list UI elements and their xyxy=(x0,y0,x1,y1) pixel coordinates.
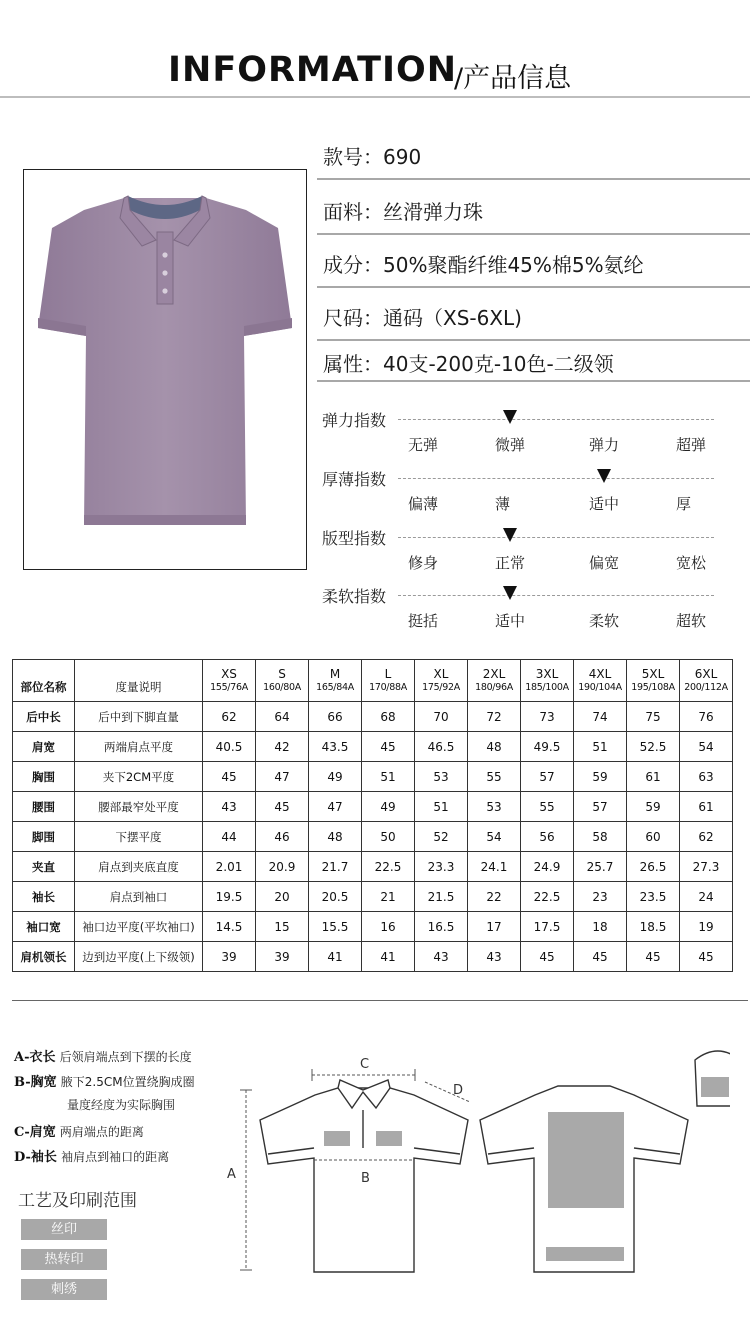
cell-value: 14.5 xyxy=(203,912,256,942)
cell-value: 57 xyxy=(521,762,574,792)
header-size xyxy=(415,660,468,702)
index-label: 厚薄指数 xyxy=(322,470,387,489)
index-marker-icon xyxy=(503,586,517,600)
table-row xyxy=(13,942,733,972)
craft-embroidery: 刺绣 xyxy=(21,1279,107,1300)
label-d: D xyxy=(453,1083,464,1098)
index-label: 柔软指数 xyxy=(322,587,387,606)
cell-value: 15.5 xyxy=(309,912,362,942)
cell-value: 52.5 xyxy=(627,732,680,762)
cell-value: 49 xyxy=(309,762,362,792)
cell-value: 70 xyxy=(415,702,468,732)
cell-part: 袖长 xyxy=(13,882,75,912)
cell-value: 49.5 xyxy=(521,732,574,762)
size-code: 170/88A xyxy=(369,682,407,693)
page-title: INFORMATION xyxy=(168,50,458,90)
header-part: 部位名称 xyxy=(13,660,75,702)
cell-value: 43.5 xyxy=(309,732,362,762)
index-marker-icon xyxy=(597,469,611,483)
cell-value: 68 xyxy=(362,702,415,732)
header-size xyxy=(468,660,521,702)
index-option: 柔软 xyxy=(589,612,620,630)
index-option: 弹力 xyxy=(589,436,620,454)
cell-value: 46 xyxy=(256,822,309,852)
header-size xyxy=(309,660,362,702)
index-option: 无弹 xyxy=(408,436,439,454)
header-size xyxy=(574,660,627,702)
cell-value: 19.5 xyxy=(203,882,256,912)
cell-value: 26.5 xyxy=(627,852,680,882)
polo-shirt-image xyxy=(24,170,308,571)
table-row xyxy=(13,732,733,762)
table-row xyxy=(13,792,733,822)
info-divider xyxy=(317,178,750,180)
size-code: 195/108A xyxy=(631,682,675,693)
cell-value: 62 xyxy=(203,702,256,732)
info-text: 款号：690 xyxy=(323,145,422,169)
section-divider xyxy=(12,1000,748,1001)
cell-value: 41 xyxy=(362,942,415,972)
cell-value: 23 xyxy=(574,882,627,912)
print-area-back-hem xyxy=(546,1247,624,1261)
cell-value: 45 xyxy=(680,942,733,972)
info-style-number xyxy=(317,126,750,180)
cell-value: 20 xyxy=(256,882,309,912)
cell-value: 47 xyxy=(256,762,309,792)
cell-value: 76 xyxy=(680,702,733,732)
header-size xyxy=(680,660,733,702)
cell-value: 20.5 xyxy=(309,882,362,912)
cell-value: 58 xyxy=(574,822,627,852)
cell-value: 24.1 xyxy=(468,852,521,882)
label-b: B xyxy=(361,1171,370,1186)
cell-value: 24.9 xyxy=(521,852,574,882)
index-scale-line xyxy=(398,478,714,479)
cell-desc: 后中到下脚直量 xyxy=(75,702,203,732)
header-size xyxy=(203,660,256,702)
cell-value: 21.5 xyxy=(415,882,468,912)
cell-desc: 边到边平度(上下级领) xyxy=(75,942,203,972)
header-size xyxy=(362,660,415,702)
cell-value: 72 xyxy=(468,702,521,732)
cell-value: 41 xyxy=(309,942,362,972)
cell-value: 61 xyxy=(627,762,680,792)
cell-part: 脚围 xyxy=(13,822,75,852)
header-size xyxy=(627,660,680,702)
legend-key: B-胸宽 xyxy=(14,1075,57,1090)
cell-value: 21 xyxy=(362,882,415,912)
index-option: 薄 xyxy=(495,495,511,513)
index-scale-line xyxy=(398,419,714,420)
index-label: 版型指数 xyxy=(322,529,387,548)
cell-value: 42 xyxy=(256,732,309,762)
cell-value: 22.5 xyxy=(362,852,415,882)
cell-value: 55 xyxy=(521,792,574,822)
page-header xyxy=(0,0,750,100)
cell-value: 21.7 xyxy=(309,852,362,882)
cell-value: 60 xyxy=(627,822,680,852)
header-desc: 度量说明 xyxy=(75,660,203,702)
cell-value: 51 xyxy=(362,762,415,792)
cell-value: 43 xyxy=(415,942,468,972)
cell-value: 61 xyxy=(680,792,733,822)
size-code: 200/112A xyxy=(684,682,728,693)
product-photo xyxy=(23,169,307,570)
legend-desc: 袖肩点到袖口的距离 xyxy=(61,1150,170,1164)
index-option: 厚 xyxy=(676,495,692,513)
cell-desc: 腰部最窄处平度 xyxy=(75,792,203,822)
cell-value: 17 xyxy=(468,912,521,942)
cell-value: 45 xyxy=(574,942,627,972)
cell-value: 53 xyxy=(468,792,521,822)
cell-desc: 袖口边平度(平坎袖口) xyxy=(75,912,203,942)
info-text: 面料：丝滑弹力珠 xyxy=(323,200,483,224)
label-c: C xyxy=(360,1057,370,1072)
cell-value: 66 xyxy=(309,702,362,732)
cell-value: 59 xyxy=(627,792,680,822)
cell-desc: 肩点到夹底直度 xyxy=(75,852,203,882)
cell-value: 18.5 xyxy=(627,912,680,942)
cell-desc: 肩点到袖口 xyxy=(75,882,203,912)
cell-value: 27.3 xyxy=(680,852,733,882)
cell-desc: 夹下2CM平度 xyxy=(75,762,203,792)
cell-value: 16.5 xyxy=(415,912,468,942)
cell-part: 夹直 xyxy=(13,852,75,882)
size-code: 155/76A xyxy=(210,682,248,693)
cell-part: 腰围 xyxy=(13,792,75,822)
cell-value: 45 xyxy=(256,792,309,822)
index-option: 适中 xyxy=(589,495,620,513)
cell-value: 43 xyxy=(203,792,256,822)
info-text: 成分：50%聚酯纤维45%棉5%氨纶 xyxy=(323,253,644,277)
info-fabric xyxy=(317,181,750,235)
table-header-row xyxy=(13,660,733,702)
table-row xyxy=(13,822,733,852)
cell-value: 20.9 xyxy=(256,852,309,882)
cell-value: 62 xyxy=(680,822,733,852)
index-option: 正常 xyxy=(495,554,526,572)
info-text: 属性：40支-200克-10色-二级领 xyxy=(323,352,614,376)
cell-value: 51 xyxy=(574,732,627,762)
header-size xyxy=(521,660,574,702)
cell-value: 50 xyxy=(362,822,415,852)
table-row xyxy=(13,882,733,912)
cell-value: 2.01 xyxy=(203,852,256,882)
legend-item xyxy=(14,1146,169,1165)
size-name: 3XL xyxy=(535,667,559,681)
legend-item xyxy=(14,1121,144,1140)
cell-value: 39 xyxy=(256,942,309,972)
cell-desc: 下摆平度 xyxy=(75,822,203,852)
size-code: 175/92A xyxy=(422,682,460,693)
table-row xyxy=(13,702,733,732)
craft-heat-transfer: 热转印 xyxy=(21,1249,107,1270)
size-code: 160/80A xyxy=(263,682,301,693)
cell-value: 40.5 xyxy=(203,732,256,762)
cell-value: 43 xyxy=(468,942,521,972)
cell-value: 49 xyxy=(362,792,415,822)
cell-value: 59 xyxy=(574,762,627,792)
size-name: XS xyxy=(221,667,237,681)
index-option: 修身 xyxy=(408,554,439,572)
index-option: 宽松 xyxy=(676,554,707,572)
index-label: 弹力指数 xyxy=(322,411,387,430)
info-text: 尺码：通码（XS-6XL) xyxy=(323,306,522,330)
info-divider xyxy=(317,380,750,382)
legend-item xyxy=(67,1096,175,1113)
cell-value: 22.5 xyxy=(521,882,574,912)
cell-value: 45 xyxy=(362,732,415,762)
header-size xyxy=(256,660,309,702)
cell-part: 肩机领长 xyxy=(13,942,75,972)
legend-item xyxy=(14,1046,192,1065)
cell-value: 39 xyxy=(203,942,256,972)
cell-value: 52 xyxy=(415,822,468,852)
cell-value: 74 xyxy=(574,702,627,732)
legend-key: C-肩宽 xyxy=(14,1125,56,1140)
legend-desc: 腋下2.5CM位置绕胸成圈 xyxy=(60,1075,195,1089)
cell-value: 46.5 xyxy=(415,732,468,762)
index-option: 挺括 xyxy=(408,612,439,630)
size-code: 180/96A xyxy=(475,682,513,693)
index-marker-icon xyxy=(503,528,517,542)
index-marker-icon xyxy=(503,410,517,424)
legend-desc: 两肩端点的距离 xyxy=(59,1125,144,1139)
size-name: 4XL xyxy=(588,667,612,681)
cell-value: 48 xyxy=(309,822,362,852)
cell-value: 23.5 xyxy=(627,882,680,912)
index-option: 适中 xyxy=(495,612,526,630)
size-code: 190/104A xyxy=(578,682,622,693)
cell-part: 袖口宽 xyxy=(13,912,75,942)
table-row xyxy=(13,912,733,942)
size-name: XL xyxy=(433,667,449,681)
cell-value: 54 xyxy=(468,822,521,852)
size-chart-table xyxy=(12,659,733,972)
size-name: L xyxy=(384,667,392,681)
index-row xyxy=(322,584,750,642)
legend-item xyxy=(14,1071,195,1090)
legend-key: D-袖长 xyxy=(14,1150,57,1165)
index-row xyxy=(322,467,750,525)
cell-value: 17.5 xyxy=(521,912,574,942)
size-name: 6XL xyxy=(694,667,718,681)
index-option: 偏宽 xyxy=(589,554,620,572)
size-name: 2XL xyxy=(482,667,506,681)
index-option: 微弹 xyxy=(495,436,526,454)
label-a: A xyxy=(227,1167,236,1182)
measurement-diagram xyxy=(220,1040,730,1290)
cell-value: 51 xyxy=(415,792,468,822)
size-name: M xyxy=(329,667,341,681)
cell-value: 45 xyxy=(521,942,574,972)
index-option: 偏薄 xyxy=(408,495,439,513)
cell-part: 后中长 xyxy=(13,702,75,732)
craft-silk-screen: 丝印 xyxy=(21,1219,107,1240)
index-row xyxy=(322,526,750,584)
size-code: 165/84A xyxy=(316,682,354,693)
cell-value: 18 xyxy=(574,912,627,942)
cell-value: 45 xyxy=(627,942,680,972)
cell-value: 24 xyxy=(680,882,733,912)
info-composition xyxy=(317,234,750,288)
cell-value: 48 xyxy=(468,732,521,762)
cell-part: 胸围 xyxy=(13,762,75,792)
cell-value: 45 xyxy=(203,762,256,792)
cell-value: 75 xyxy=(627,702,680,732)
legend-desc: 量度经度为实际胸围 xyxy=(67,1098,176,1112)
index-option: 超软 xyxy=(676,612,707,630)
info-attributes xyxy=(317,328,750,382)
size-name: 5XL xyxy=(641,667,665,681)
size-name: S xyxy=(278,667,286,681)
cell-desc: 两端肩点平度 xyxy=(75,732,203,762)
cell-value: 55 xyxy=(468,762,521,792)
cell-part: 肩宽 xyxy=(13,732,75,762)
print-area-sleeve xyxy=(701,1077,729,1097)
legend-desc: 后领肩端点到下摆的长度 xyxy=(59,1050,192,1064)
index-row xyxy=(322,408,750,466)
cell-value: 19 xyxy=(680,912,733,942)
cell-value: 47 xyxy=(309,792,362,822)
legend-key: A-衣长 xyxy=(14,1050,56,1065)
cell-value: 73 xyxy=(521,702,574,732)
table-row xyxy=(13,762,733,792)
cell-value: 56 xyxy=(521,822,574,852)
index-scale-line xyxy=(398,595,714,596)
cell-value: 23.3 xyxy=(415,852,468,882)
cell-value: 25.7 xyxy=(574,852,627,882)
index-option: 超弹 xyxy=(676,436,707,454)
cell-value: 53 xyxy=(415,762,468,792)
cell-value: 16 xyxy=(362,912,415,942)
print-area-right-chest xyxy=(376,1131,402,1146)
print-area-back xyxy=(548,1112,624,1208)
header-divider xyxy=(0,96,750,98)
size-code: 185/100A xyxy=(525,682,569,693)
print-area-left-chest xyxy=(324,1131,350,1146)
page-subtitle: /产品信息 xyxy=(454,63,572,94)
index-scale-line xyxy=(398,537,714,538)
table-row xyxy=(13,852,733,882)
cell-value: 57 xyxy=(574,792,627,822)
craft-title: 工艺及印刷范围 xyxy=(18,1191,137,1211)
cell-value: 22 xyxy=(468,882,521,912)
cell-value: 44 xyxy=(203,822,256,852)
cell-value: 15 xyxy=(256,912,309,942)
cell-value: 54 xyxy=(680,732,733,762)
cell-value: 63 xyxy=(680,762,733,792)
cell-value: 64 xyxy=(256,702,309,732)
